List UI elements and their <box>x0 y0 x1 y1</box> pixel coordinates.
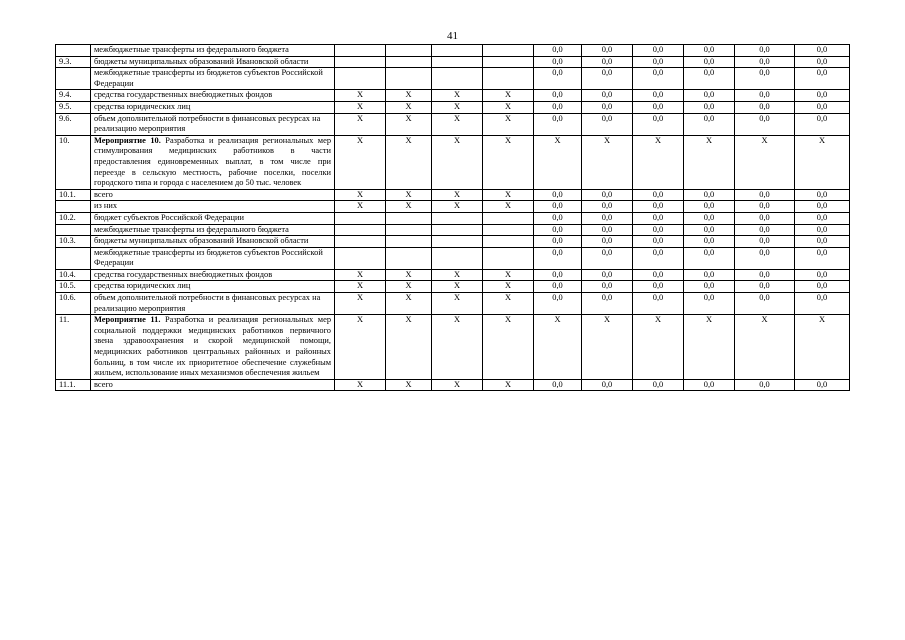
value-cell: Х <box>483 315 534 380</box>
value-cell: Х <box>386 90 432 102</box>
value-cell: Х <box>386 281 432 293</box>
table-row <box>56 101 850 113</box>
value-cell: 0,0 <box>684 90 735 102</box>
value-cell <box>386 56 432 68</box>
value-cell: 0,0 <box>684 281 735 293</box>
table-row <box>56 212 850 224</box>
value-cell: 0,0 <box>795 224 850 236</box>
value-cell: Х <box>335 379 386 391</box>
value-cell: Х <box>386 269 432 281</box>
row-number: 10.3. <box>56 236 91 248</box>
value-cell: 0,0 <box>684 56 735 68</box>
value-cell: 0,0 <box>735 247 795 269</box>
value-cell: 0,0 <box>534 201 582 213</box>
row-description: межбюджетные трансферты из бюджетов субъектов Российской Федерации <box>91 247 335 269</box>
value-cell: Х <box>633 135 684 189</box>
value-cell <box>483 224 534 236</box>
value-cell: 0,0 <box>633 45 684 57</box>
value-cell: 0,0 <box>684 68 735 90</box>
value-cell: 0,0 <box>684 189 735 201</box>
value-cell: 0,0 <box>684 101 735 113</box>
value-cell: Х <box>386 101 432 113</box>
value-cell: 0,0 <box>534 281 582 293</box>
value-cell: 0,0 <box>534 56 582 68</box>
value-cell: 0,0 <box>735 68 795 90</box>
table-row <box>56 135 850 189</box>
value-cell: 0,0 <box>582 293 633 315</box>
row-description: бюджеты муниципальных образований Ивановской области <box>91 236 335 248</box>
value-cell: 0,0 <box>684 269 735 281</box>
value-cell: Х <box>582 135 633 189</box>
value-cell: 0,0 <box>684 247 735 269</box>
value-cell: 0,0 <box>633 281 684 293</box>
table-row <box>56 281 850 293</box>
table-row <box>56 113 850 135</box>
value-cell: 0,0 <box>633 269 684 281</box>
value-cell <box>483 212 534 224</box>
value-cell: 0,0 <box>795 189 850 201</box>
row-description: межбюджетные трансферты из федерального бюджета <box>91 224 335 236</box>
value-cell: 0,0 <box>534 269 582 281</box>
value-cell: 0,0 <box>534 189 582 201</box>
row-number: 9.5. <box>56 101 91 113</box>
value-cell <box>432 236 483 248</box>
row-description: средства государственных внебюджетных фондов <box>91 269 335 281</box>
event-title: Мероприятие 11. <box>94 315 161 325</box>
value-cell: Х <box>386 135 432 189</box>
value-cell: 0,0 <box>795 101 850 113</box>
value-cell: Х <box>534 315 582 380</box>
value-cell: Х <box>483 281 534 293</box>
value-cell: 0,0 <box>534 101 582 113</box>
value-cell: Х <box>386 113 432 135</box>
value-cell: Х <box>432 201 483 213</box>
value-cell: 0,0 <box>735 212 795 224</box>
row-description: межбюджетные трансферты из бюджетов субъектов Российской Федерации <box>91 68 335 90</box>
value-cell: 0,0 <box>534 113 582 135</box>
value-cell: 0,0 <box>735 189 795 201</box>
table-row <box>56 45 850 57</box>
value-cell: Х <box>432 189 483 201</box>
value-cell: Х <box>684 135 735 189</box>
value-cell: Х <box>432 269 483 281</box>
value-cell: 0,0 <box>633 68 684 90</box>
value-cell <box>483 247 534 269</box>
value-cell: 0,0 <box>795 247 850 269</box>
value-cell: 0,0 <box>534 212 582 224</box>
value-cell: 0,0 <box>582 269 633 281</box>
value-cell: 0,0 <box>582 56 633 68</box>
value-cell: Х <box>335 135 386 189</box>
value-cell: Х <box>386 293 432 315</box>
value-cell: 0,0 <box>633 293 684 315</box>
value-cell: 0,0 <box>534 68 582 90</box>
row-number: 10. <box>56 135 91 189</box>
value-cell: Х <box>483 269 534 281</box>
value-cell: Х <box>795 315 850 380</box>
table-row <box>56 379 850 391</box>
table-body <box>56 45 850 391</box>
value-cell <box>432 68 483 90</box>
value-cell <box>335 212 386 224</box>
value-cell: 0,0 <box>534 224 582 236</box>
value-cell: Х <box>386 315 432 380</box>
value-cell: 0,0 <box>582 90 633 102</box>
value-cell: 0,0 <box>795 293 850 315</box>
row-number: 9.6. <box>56 113 91 135</box>
table-row <box>56 315 850 380</box>
value-cell: 0,0 <box>735 281 795 293</box>
value-cell: 0,0 <box>582 45 633 57</box>
row-number: 11.1. <box>56 379 91 391</box>
value-cell <box>483 56 534 68</box>
value-cell <box>335 224 386 236</box>
value-cell: Х <box>432 379 483 391</box>
value-cell: 0,0 <box>795 113 850 135</box>
event-title: Мероприятие 10. <box>94 135 161 145</box>
row-number: 11. <box>56 315 91 380</box>
table-row <box>56 269 850 281</box>
value-cell: 0,0 <box>684 201 735 213</box>
row-number: 10.2. <box>56 212 91 224</box>
value-cell: Х <box>432 293 483 315</box>
value-cell: Х <box>432 113 483 135</box>
value-cell: Х <box>483 379 534 391</box>
value-cell: 0,0 <box>795 281 850 293</box>
row-description: из них <box>91 201 335 213</box>
table-row <box>56 90 850 102</box>
value-cell: Х <box>432 90 483 102</box>
value-cell: 0,0 <box>633 90 684 102</box>
value-cell: 0,0 <box>633 379 684 391</box>
value-cell: 0,0 <box>795 212 850 224</box>
value-cell: Х <box>335 189 386 201</box>
value-cell: Х <box>795 135 850 189</box>
value-cell <box>335 68 386 90</box>
row-description: объем дополнительной потребности в финансовых ресурсах на реализацию мероприятия <box>91 113 335 135</box>
value-cell <box>483 45 534 57</box>
value-cell: Х <box>335 281 386 293</box>
row-description: всего <box>91 189 335 201</box>
value-cell: 0,0 <box>684 113 735 135</box>
value-cell: Х <box>432 281 483 293</box>
value-cell: 0,0 <box>534 236 582 248</box>
value-cell: Х <box>735 135 795 189</box>
value-cell: Х <box>483 293 534 315</box>
value-cell <box>386 45 432 57</box>
value-cell: 0,0 <box>735 101 795 113</box>
value-cell: Х <box>582 315 633 380</box>
value-cell: 0,0 <box>684 212 735 224</box>
value-cell: 0,0 <box>795 45 850 57</box>
value-cell <box>335 236 386 248</box>
row-description: межбюджетные трансферты из федерального бюджета <box>91 45 335 57</box>
value-cell: 0,0 <box>735 201 795 213</box>
value-cell: Х <box>335 269 386 281</box>
value-cell <box>432 212 483 224</box>
row-number: 10.1. <box>56 189 91 201</box>
row-number: 10.5. <box>56 281 91 293</box>
value-cell: Х <box>483 113 534 135</box>
row-number: 9.3. <box>56 56 91 68</box>
value-cell: 0,0 <box>582 189 633 201</box>
value-cell: Х <box>684 315 735 380</box>
value-cell: 0,0 <box>582 212 633 224</box>
row-number: 10.4. <box>56 269 91 281</box>
row-description: всего <box>91 379 335 391</box>
value-cell: 0,0 <box>633 101 684 113</box>
value-cell: 0,0 <box>735 224 795 236</box>
value-cell: Х <box>432 315 483 380</box>
value-cell: 0,0 <box>534 45 582 57</box>
value-cell: 0,0 <box>684 224 735 236</box>
value-cell: 0,0 <box>633 212 684 224</box>
value-cell: 0,0 <box>582 236 633 248</box>
value-cell: 0,0 <box>633 224 684 236</box>
value-cell: 0,0 <box>795 90 850 102</box>
value-cell <box>483 236 534 248</box>
value-cell: 0,0 <box>795 269 850 281</box>
value-cell: 0,0 <box>795 201 850 213</box>
value-cell: Х <box>386 201 432 213</box>
value-cell: 0,0 <box>684 236 735 248</box>
row-number <box>56 201 91 213</box>
value-cell <box>432 56 483 68</box>
value-cell: 0,0 <box>735 113 795 135</box>
table-row <box>56 201 850 213</box>
value-cell <box>432 224 483 236</box>
row-number: 10.6. <box>56 293 91 315</box>
value-cell: 0,0 <box>735 269 795 281</box>
row-description <box>91 315 335 380</box>
value-cell: 0,0 <box>582 201 633 213</box>
value-cell <box>386 212 432 224</box>
value-cell: 0,0 <box>534 293 582 315</box>
value-cell: 0,0 <box>534 247 582 269</box>
value-cell: 0,0 <box>684 293 735 315</box>
row-description: средства юридических лиц <box>91 101 335 113</box>
value-cell <box>432 45 483 57</box>
value-cell: 0,0 <box>582 101 633 113</box>
value-cell: 0,0 <box>633 189 684 201</box>
row-number <box>56 45 91 57</box>
value-cell: 0,0 <box>735 45 795 57</box>
value-cell: 0,0 <box>582 281 633 293</box>
table-row <box>56 247 850 269</box>
value-cell: 0,0 <box>684 45 735 57</box>
value-cell: Х <box>335 315 386 380</box>
value-cell: Х <box>483 101 534 113</box>
value-cell <box>386 68 432 90</box>
value-cell: Х <box>534 135 582 189</box>
value-cell: 0,0 <box>795 56 850 68</box>
value-cell: Х <box>335 293 386 315</box>
value-cell: Х <box>432 135 483 189</box>
value-cell: 0,0 <box>735 293 795 315</box>
value-cell: 0,0 <box>582 224 633 236</box>
value-cell: Х <box>735 315 795 380</box>
value-cell: Х <box>335 90 386 102</box>
value-cell: Х <box>335 101 386 113</box>
value-cell: 0,0 <box>684 379 735 391</box>
value-cell: 0,0 <box>633 247 684 269</box>
row-number <box>56 68 91 90</box>
value-cell: Х <box>483 135 534 189</box>
value-cell: 0,0 <box>795 379 850 391</box>
value-cell: 0,0 <box>534 90 582 102</box>
value-cell <box>483 68 534 90</box>
row-description <box>91 135 335 189</box>
value-cell <box>335 247 386 269</box>
table-row <box>56 236 850 248</box>
value-cell <box>335 45 386 57</box>
value-cell: Х <box>335 201 386 213</box>
value-cell: 0,0 <box>735 90 795 102</box>
value-cell <box>386 224 432 236</box>
value-cell: 0,0 <box>582 113 633 135</box>
value-cell: 0,0 <box>735 379 795 391</box>
row-description: средства юридических лиц <box>91 281 335 293</box>
table-row <box>56 224 850 236</box>
row-description: объем дополнительной потребности в финансовых ресурсах на реализацию мероприятия <box>91 293 335 315</box>
value-cell: 0,0 <box>582 379 633 391</box>
table-row <box>56 189 850 201</box>
value-cell <box>386 236 432 248</box>
table-row <box>56 56 850 68</box>
row-description: бюджет субъектов Российской Федерации <box>91 212 335 224</box>
value-cell: 0,0 <box>795 236 850 248</box>
budget-table <box>55 44 850 391</box>
value-cell <box>432 247 483 269</box>
value-cell: 0,0 <box>735 236 795 248</box>
value-cell: 0,0 <box>633 236 684 248</box>
value-cell: Х <box>483 201 534 213</box>
value-cell: Х <box>386 189 432 201</box>
row-description: бюджеты муниципальных образований Ивановской области <box>91 56 335 68</box>
event-description: Разработка и реализация региональных мер социальной поддержки медицинских работников первичного звена здравоохранения и скорой медицинской помощи, медицинских работников центральных районных и районных больниц, в том числе их приоритетное обеспечение служебным жильем, использование иных механизмов обеспечения жильем <box>94 315 332 378</box>
value-cell: Х <box>483 90 534 102</box>
value-cell: Х <box>386 379 432 391</box>
value-cell: 0,0 <box>582 68 633 90</box>
value-cell: 0,0 <box>633 113 684 135</box>
value-cell: 0,0 <box>795 68 850 90</box>
table-row <box>56 68 850 90</box>
value-cell: 0,0 <box>534 379 582 391</box>
table-row <box>56 293 850 315</box>
value-cell: Х <box>633 315 684 380</box>
page-number: 41 <box>447 30 458 42</box>
row-number: 9.4. <box>56 90 91 102</box>
value-cell: 0,0 <box>735 56 795 68</box>
value-cell: 0,0 <box>633 201 684 213</box>
row-number <box>56 247 91 269</box>
value-cell <box>335 56 386 68</box>
value-cell: 0,0 <box>633 56 684 68</box>
row-description: средства государственных внебюджетных фондов <box>91 90 335 102</box>
value-cell <box>386 247 432 269</box>
event-description: Разработка и реализация региональных мер стимулирования медицинских работников в части предоставления единовременных выплат, в том числе при переезде в сельскую местность, рабочие поселки, поселки городского типа и города с населением до 50 тыс. человек <box>94 135 332 188</box>
row-number <box>56 224 91 236</box>
value-cell: Х <box>432 101 483 113</box>
value-cell: Х <box>483 189 534 201</box>
value-cell: 0,0 <box>582 247 633 269</box>
value-cell: Х <box>335 113 386 135</box>
